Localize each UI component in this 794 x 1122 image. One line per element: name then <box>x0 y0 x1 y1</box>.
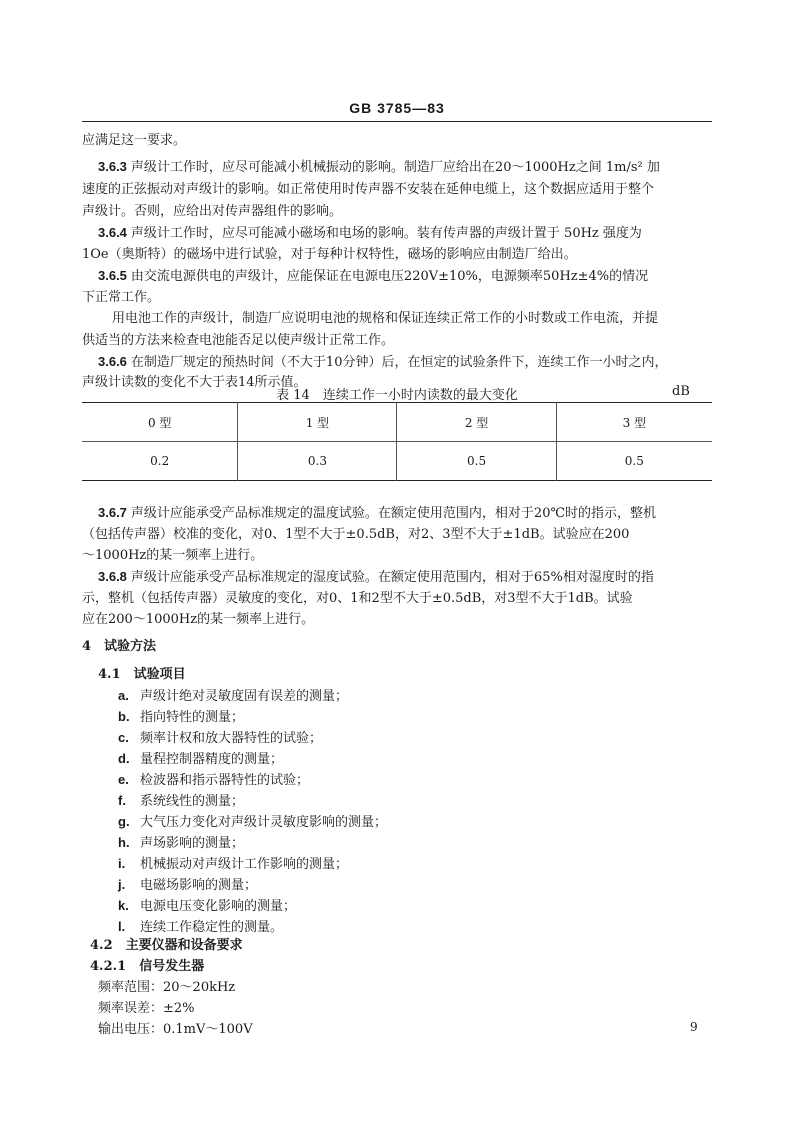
table-row <box>82 442 712 481</box>
table-header-cell: 1 型 <box>238 403 397 442</box>
list-item-text: 频率计权和放大器特性的试验； <box>140 731 323 746</box>
list-item-letter: b. <box>118 709 130 724</box>
clause-number: 3.6.3 <box>98 159 127 174</box>
clause-3-6-5 <box>98 265 648 287</box>
table-title: 表 14 连续工作一小时内读数的最大变化 <box>276 388 518 403</box>
list-item <box>118 727 322 749</box>
list-item-letter: a. <box>118 688 129 703</box>
text-line: 声级计工作时，应尽可能减小机械振动的影响。制造厂应给出在20～1000Hz之间 1m/s² 加 <box>130 160 660 175</box>
list-item-letter: g. <box>118 814 130 829</box>
list-item-letter: f. <box>118 793 126 808</box>
subsection-heading: 4.1 试验项目 <box>98 667 186 682</box>
list-item <box>118 748 283 770</box>
text-line: 声级计应能承受产品标准规定的湿度试验。在额定使用范围内，相对于65%相对湿度时的指 <box>130 570 654 585</box>
list-item-letter: k. <box>118 898 129 913</box>
list-item-text: 量程控制器精度的测量； <box>140 752 284 767</box>
list-item-text: 指向特性的测量； <box>140 710 245 725</box>
clause-3-6-3 <box>98 156 660 178</box>
table-header-cell: 2 型 <box>397 403 556 442</box>
table-header-cell: 0 型 <box>82 403 238 442</box>
clause-3-6-7 <box>98 502 656 524</box>
document-code: GB 3785—83 <box>349 100 445 116</box>
list-item <box>118 895 296 917</box>
list-item-text: 检波器和指示器特性的试验； <box>140 773 310 788</box>
list-item <box>118 874 257 896</box>
clause-number: 3.6.4 <box>98 225 127 240</box>
list-item-text: 连续工作稳定性的测量。 <box>140 920 284 935</box>
table-unit: dB <box>672 384 690 399</box>
table-cell: 0.5 <box>556 442 712 481</box>
spec-line: 频率范围：20～20kHz <box>98 980 236 995</box>
list-item-letter: h. <box>118 835 130 850</box>
clause-number: 3.6.7 <box>98 505 127 520</box>
text-line: 下正常工作。 <box>82 290 161 305</box>
list-item <box>118 685 348 707</box>
text-line: 应在200～1000Hz的某一频率上进行。 <box>82 612 315 627</box>
table-header-row <box>82 403 712 442</box>
text-line: 声级计读数的变化不大于表14所示值。 <box>82 375 307 390</box>
list-item-letter: c. <box>118 730 129 745</box>
subsection-heading: 4.2.1 信号发生器 <box>90 959 205 974</box>
list-item <box>118 811 387 833</box>
list-item-text: 电源电压变化影响的测量； <box>140 899 297 914</box>
clause-number: 3.6.8 <box>98 569 127 584</box>
subsection-heading: 4.2 主要仪器和设备要求 <box>90 938 243 953</box>
text-line: 用电池工作的声级计，制造厂应说明电池的规格和保证连续正常工作的小时数或工作电流，并提 <box>112 311 659 326</box>
text-line: ～1000Hz的某一频率上进行。 <box>82 548 264 563</box>
text-line: 声级计工作时，应尽可能减小磁场和电场的影响。装有传声器的声级计置于 50Hz 强度为 <box>130 226 642 241</box>
page-number: 9 <box>690 1020 698 1034</box>
list-item-letter: e. <box>118 772 129 787</box>
text-line: 声级计。否则，应给出对传声器组件的影响。 <box>82 204 343 219</box>
list-item-text: 声场影响的测量； <box>140 836 245 851</box>
header-rule <box>82 121 712 122</box>
list-item <box>118 769 309 791</box>
text-line: 应满足这一要求。 <box>82 133 187 148</box>
list-item <box>118 853 348 875</box>
spec-line: 频率误差：±2% <box>98 1001 195 1016</box>
table-header-cell: 3 型 <box>556 403 712 442</box>
table-14 <box>82 402 712 481</box>
section-heading: 4 试验方法 <box>82 639 157 654</box>
text-line: 速度的正弦振动对声级计的影响。如正常使用时传声器不安装在延伸电缆上，这个数据应适用于整个 <box>82 182 655 197</box>
table-cell: 0.5 <box>397 442 556 481</box>
spec-line: 输出电压：0.1mV～100V <box>98 1022 253 1037</box>
list-item-text: 大气压力变化对声级计灵敏度影响的测量； <box>140 815 388 830</box>
list-item <box>118 790 244 812</box>
text-line: （包括传声器）校准的变化，对0、1型不大于±0.5dB，对2、3型不大于±1dB。试验应在200 <box>82 527 630 542</box>
text-line: 1Oe（奥斯特）的磁场中进行试验，对于每种计权特性，磁场的影响应由制造厂给出。 <box>82 247 577 262</box>
list-item-text: 系统线性的测量； <box>140 794 245 809</box>
text-line: 在制造厂规定的预热时间（不大于10分钟）后，在恒定的试验条件下，连续工作一小时之内， <box>130 355 668 370</box>
list-item-text: 机械振动对声级计工作影响的测量； <box>140 857 349 872</box>
text-line: 供适当的方法来检查电池能否足以使声级计正常工作。 <box>82 333 395 348</box>
list-item-letter: l. <box>118 919 126 934</box>
clause-number: 3.6.6 <box>98 354 127 369</box>
clause-3-6-4 <box>98 222 642 244</box>
text-line: 由交流电源供电的声级计，应能保证在电源电压220V±10%，电源频率50Hz±4%的情况 <box>130 269 649 284</box>
list-item-letter: d. <box>118 751 130 766</box>
list-item-letter: j. <box>118 877 126 892</box>
list-item <box>118 706 244 728</box>
table-cell: 0.3 <box>238 442 397 481</box>
list-item-letter: i. <box>118 856 126 871</box>
text-line: 示，整机（包括传声器）灵敏度的变化，对0、1和2型不大于±0.5dB，对3型不大于1dB。试验 <box>82 591 633 606</box>
list-item <box>118 832 244 854</box>
list-item-text: 声级计绝对灵敏度固有误差的测量； <box>140 689 349 704</box>
text-line: 声级计应能承受产品标准规定的温度试验。在额定使用范围内，相对于20℃时的指示，整机 <box>130 506 657 521</box>
list-item-text: 电磁场影响的测量； <box>140 878 258 893</box>
clause-3-6-6 <box>98 351 667 373</box>
table-cell: 0.2 <box>150 454 170 468</box>
clause-3-6-8 <box>98 566 654 588</box>
clause-number: 3.6.5 <box>98 268 127 283</box>
